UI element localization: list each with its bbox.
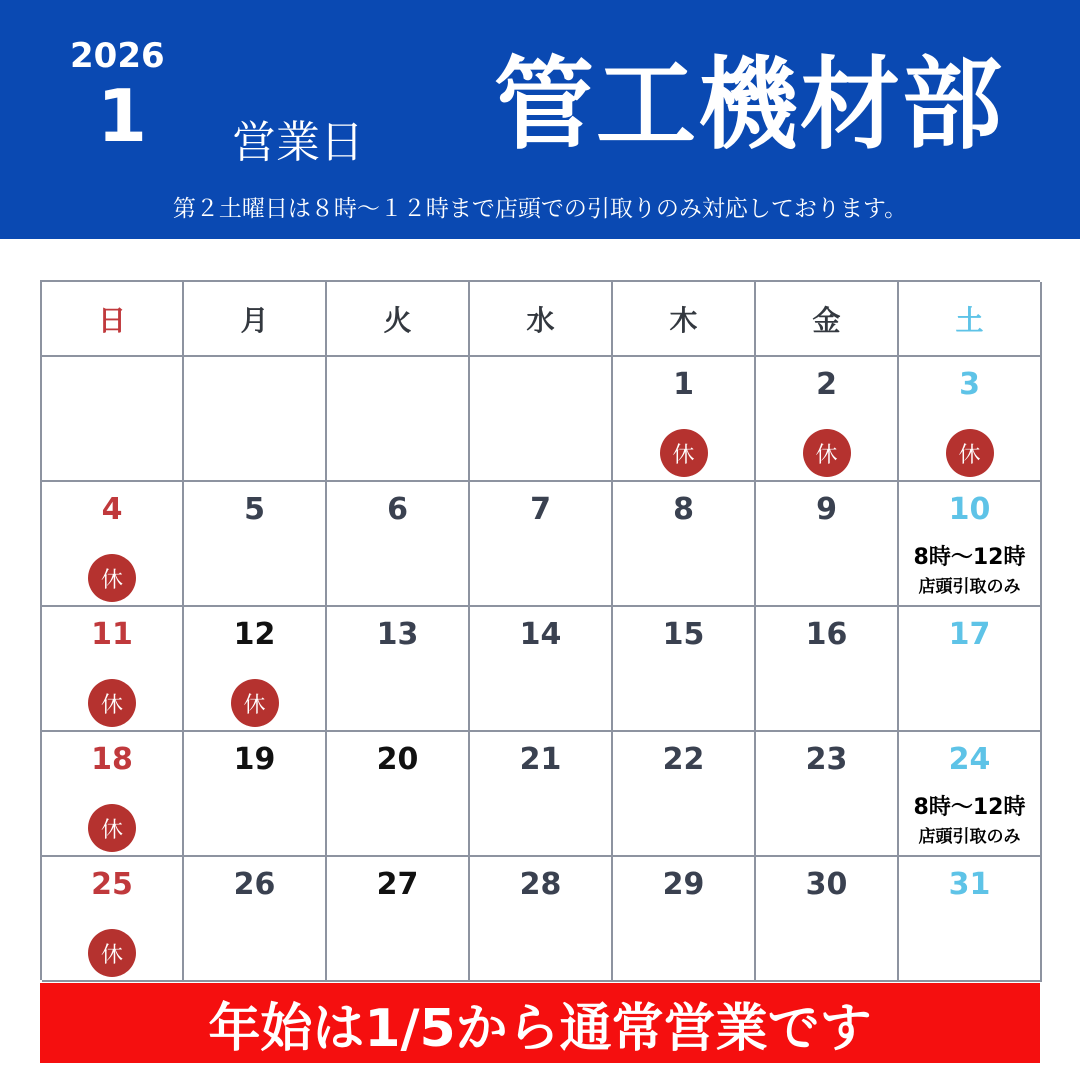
day-cell xyxy=(42,607,184,732)
weekday-header: 日 xyxy=(42,282,184,357)
day-number: 11 xyxy=(91,617,133,652)
day-cell xyxy=(613,857,756,982)
day-number: 28 xyxy=(519,867,562,902)
day-cell xyxy=(470,607,613,732)
day-number: 20 xyxy=(376,742,419,777)
day-number: 15 xyxy=(662,617,705,652)
day-cell xyxy=(327,357,470,482)
day-cell xyxy=(470,732,613,857)
day-number: 3 xyxy=(959,367,980,402)
business-days-label: 営業日 xyxy=(232,117,364,168)
day-number: 22 xyxy=(662,742,705,777)
weekday-header: 月 xyxy=(184,282,327,357)
day-cell xyxy=(42,857,184,982)
day-cell xyxy=(756,482,899,607)
month: 1 xyxy=(97,74,148,158)
weekday-header: 金 xyxy=(756,282,899,357)
pickup-note: 店頭引取のみ xyxy=(918,827,1021,847)
day-cell xyxy=(899,857,1042,982)
weekday-header: 木 xyxy=(613,282,756,357)
day-cell xyxy=(327,482,470,607)
day-number: 5 xyxy=(244,492,265,527)
day-number: 27 xyxy=(376,867,419,902)
day-number: 21 xyxy=(519,742,562,777)
department-name: 管工機材部 xyxy=(494,46,1004,163)
hours-note: 8時〜12時 xyxy=(913,795,1026,820)
day-cell xyxy=(327,857,470,982)
day-number: 26 xyxy=(233,867,276,902)
day-cell xyxy=(899,732,1042,857)
new-year-banner: 年始は1/5から通常営業です xyxy=(40,983,1040,1063)
day-cell xyxy=(470,857,613,982)
weekday-header: 土 xyxy=(899,282,1042,357)
day-number: 10 xyxy=(948,492,991,527)
day-number: 25 xyxy=(91,867,133,902)
holiday-badge: 休 xyxy=(946,429,994,477)
hours-note: 8時〜12時 xyxy=(913,545,1026,570)
day-cell xyxy=(613,732,756,857)
holiday-badge: 休 xyxy=(803,429,851,477)
day-cell xyxy=(184,482,327,607)
day-number: 17 xyxy=(948,617,991,652)
day-cell xyxy=(184,357,327,482)
calendar-grid xyxy=(40,280,1040,980)
day-number: 23 xyxy=(805,742,848,777)
day-number: 16 xyxy=(805,617,848,652)
day-cell xyxy=(184,732,327,857)
day-cell xyxy=(756,607,899,732)
day-number: 19 xyxy=(233,742,276,777)
day-cell xyxy=(613,482,756,607)
pickup-note: 店頭引取のみ xyxy=(918,577,1021,597)
day-number: 2 xyxy=(816,367,837,402)
day-cell xyxy=(470,482,613,607)
day-number: 6 xyxy=(387,492,408,527)
weekday-header: 水 xyxy=(470,282,613,357)
day-cell xyxy=(899,482,1042,607)
day-cell xyxy=(327,607,470,732)
holiday-badge: 休 xyxy=(88,679,136,727)
day-number: 8 xyxy=(673,492,694,527)
day-cell xyxy=(899,607,1042,732)
day-number: 4 xyxy=(101,492,123,527)
day-cell xyxy=(42,482,184,607)
day-cell xyxy=(899,357,1042,482)
day-number: 1 xyxy=(673,367,694,402)
day-number: 31 xyxy=(948,867,991,902)
day-cell xyxy=(756,357,899,482)
day-number: 12 xyxy=(233,617,276,652)
holiday-badge: 休 xyxy=(88,804,136,852)
day-number: 18 xyxy=(91,742,133,777)
day-cell xyxy=(613,357,756,482)
header xyxy=(0,0,1080,239)
day-number: 14 xyxy=(519,617,562,652)
day-cell xyxy=(756,732,899,857)
holiday-badge: 休 xyxy=(88,929,136,977)
day-number: 9 xyxy=(816,492,837,527)
day-cell xyxy=(613,607,756,732)
day-cell xyxy=(756,857,899,982)
day-number: 30 xyxy=(805,867,848,902)
holiday-badge: 休 xyxy=(231,679,279,727)
year: 2026 xyxy=(70,36,165,76)
day-number: 29 xyxy=(662,867,705,902)
day-cell xyxy=(327,732,470,857)
day-cell xyxy=(42,357,184,482)
day-number: 7 xyxy=(530,492,551,527)
saturday-notice: 第２土曜日は８時〜１２時まで店頭での引取りのみ対応しております。 xyxy=(172,196,908,222)
day-cell xyxy=(184,607,327,732)
holiday-badge: 休 xyxy=(88,554,136,602)
weekday-header: 火 xyxy=(327,282,470,357)
day-cell xyxy=(42,732,184,857)
day-cell xyxy=(470,357,613,482)
day-cell xyxy=(184,857,327,982)
holiday-badge: 休 xyxy=(660,429,708,477)
day-number: 13 xyxy=(376,617,419,652)
day-number: 24 xyxy=(948,742,991,777)
